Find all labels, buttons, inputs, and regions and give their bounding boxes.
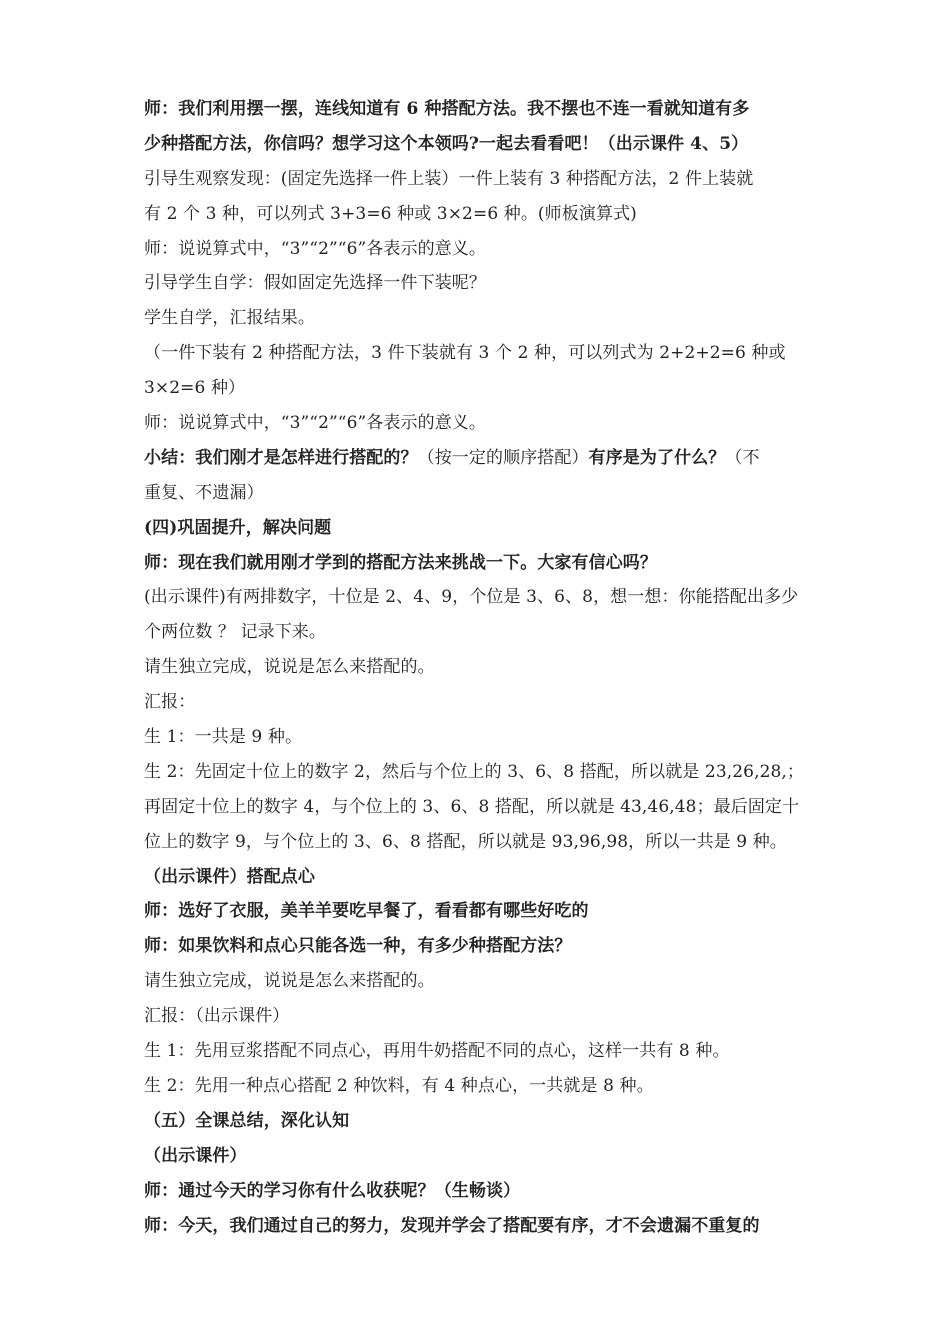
text-line: （出示课件） bbox=[144, 1145, 247, 1166]
text-line: 再固定十位上的数字 4，与个位上的 3、6、8 搭配，所以就是 43,46,48；最后固定十 bbox=[144, 796, 800, 817]
text-line: 生 2：先固定十位上的数字 2，然后与个位上的 3、6、8 搭配，所以就是 23,26,28,； bbox=[144, 761, 805, 782]
text-line: (四)巩固提升，解决问题 bbox=[144, 517, 332, 538]
text-line: 请生独立完成，说说是怎么来搭配的。 bbox=[144, 657, 435, 678]
text-segment: 有序是为了什么？ bbox=[588, 447, 726, 468]
text-line: 师：说说算式中，“3”“2”“6”各表示的意义。 bbox=[144, 238, 486, 259]
text-line: （五）全课总结，深化认知 bbox=[144, 1110, 350, 1131]
text-segment: （按一定的顺序搭配） bbox=[417, 447, 589, 468]
text-line: 个两位数 ？ 记录下来。 bbox=[144, 622, 327, 643]
text-line: 师：我们利用摆一摆，连线知道有 6 种搭配方法。我不摆也不连一看就知道有多 bbox=[144, 99, 750, 119]
text-line: 学生自学，汇报结果。 bbox=[144, 308, 315, 329]
text-line: 师：通过今天的学习你有什么收获呢？（生畅谈） bbox=[144, 1180, 521, 1201]
text-line: 师：今天，我们通过自己的努力，发现并学会了搭配要有序，才不会遗漏不重复的 bbox=[144, 1215, 760, 1236]
text-line: 位上的数字 9，与个位上的 3、6、8 搭配，所以就是 93,96,98，所以一共是 9 种。 bbox=[144, 831, 787, 852]
text-line: 师：说说算式中，“3”“2”“6”各表示的意义。 bbox=[144, 413, 486, 434]
text-segment: 小结：我们刚才是怎样进行搭配的？ bbox=[144, 447, 418, 468]
text-line bbox=[144, 441, 810, 476]
text-line: 生 2：先用一种点心搭配 2 种饮料，有 4 种点心，一共就是 8 种。 bbox=[144, 1075, 654, 1096]
text-line: (出示课件)有两排数字，十位是 2、4、9，个位是 3、6、8，想一想：你能搭配出多少 bbox=[144, 587, 799, 608]
text-line: 3×2=6 种） bbox=[144, 378, 246, 399]
text-line: 师：如果饮料和点心只能各选一种，有多少种搭配方法？ bbox=[144, 936, 572, 957]
text-line: 引导生观察发现：(固定先选择一件上装）一件上装有 3 种搭配方法，2 件上装就 bbox=[144, 168, 754, 189]
text-line: 请生独立完成，说说是怎么来搭配的。 bbox=[144, 971, 435, 992]
document-page bbox=[144, 92, 810, 1243]
text-segment: （不 bbox=[725, 447, 760, 468]
text-line: 生 1：一共是 9 种。 bbox=[144, 727, 303, 748]
text-line: 生 1：先用豆浆搭配不同点心，再用牛奶搭配不同的点心，这样一共有 8 种。 bbox=[144, 1041, 730, 1062]
text-line: 重复、不遗漏） bbox=[144, 482, 264, 503]
text-line: 引导学生自学：假如固定先选择一件下装呢？ bbox=[144, 273, 486, 294]
text-line: 汇报： bbox=[144, 692, 196, 713]
text-line: 师：现在我们就用刚才学到的搭配方法来挑战一下。大家有信心吗？ bbox=[144, 552, 657, 573]
text-line: 师：选好了衣服，美羊羊要吃早餐了，看看都有哪些好吃的 bbox=[144, 901, 589, 922]
text-line: 有 2 个 3 种，可以列式 3+3=6 种或 3×2=6 种。(师板演算式) bbox=[144, 203, 637, 224]
text-line: 少种搭配方法，你信吗？想学习这个本领吗?一起去看看吧！（出示课件 4、5） bbox=[144, 133, 749, 154]
text-line: （出示课件）搭配点心 bbox=[144, 866, 315, 887]
text-line: （一件下装有 2 种搭配方法，3 件下装就有 3 个 2 种，可以列式为 2+2+2=6 种或 bbox=[144, 343, 786, 364]
text-line: 汇报：（出示课件） bbox=[144, 1006, 290, 1027]
